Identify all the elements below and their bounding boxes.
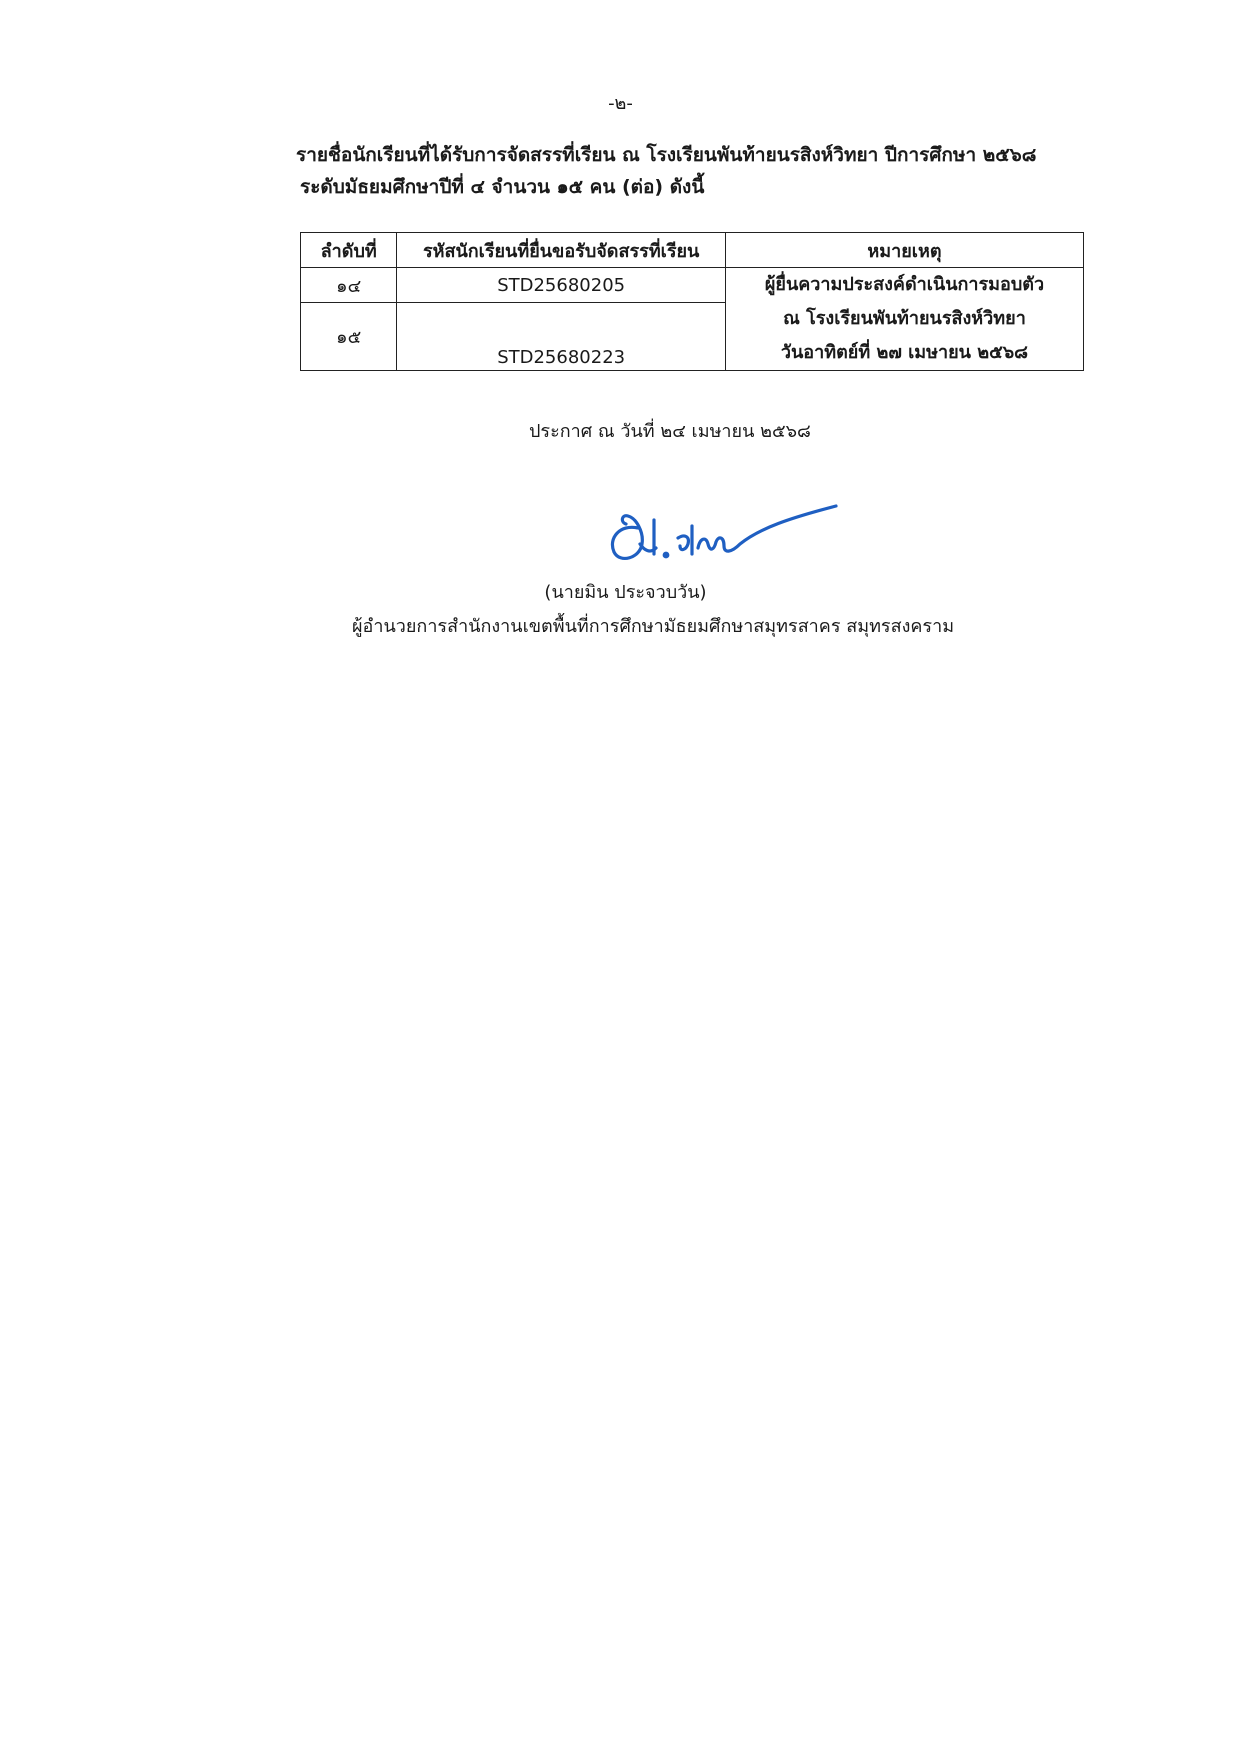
student-allocation-table xyxy=(300,232,1084,371)
row-student-id: STD25680223 xyxy=(397,303,726,371)
table-header-row xyxy=(301,233,1084,268)
header-remark: หมายเหตุ xyxy=(725,233,1083,268)
header-no: ลำดับที่ xyxy=(301,233,397,268)
announcement-date: ประกาศ ณ วันที่ ๒๔ เมษายน ๒๕๖๘ xyxy=(529,421,811,442)
signature-image xyxy=(600,498,840,568)
row-student-id: STD25680205 xyxy=(397,268,726,303)
remark-line-3: วันอาทิตย์ที่ ๒๗ เมษายน ๒๕๖๘ xyxy=(780,342,1029,363)
document-heading-line-2: ระดับมัธยมศึกษาปีที่ ๔ จำนวน ๑๕ คน (ต่อ) ดังนี้ xyxy=(300,176,705,198)
remark-line-1: ผู้ยื่นความประสงค์ดำเนินการมอบตัว xyxy=(764,274,1045,295)
header-student-id: รหัสนักเรียนที่ยื่นขอรับจัดสรรที่เรียน xyxy=(397,233,726,268)
signer-name: (นายมิน ประจวบวัน) xyxy=(544,582,707,603)
remark-cell xyxy=(725,268,1083,371)
page-number: -๒- xyxy=(608,93,633,114)
signer-title: ผู้อำนวยการสำนักงานเขตพื้นที่การศึกษามัธยมศึกษาสมุทรสาคร สมุทรสงคราม xyxy=(352,616,955,637)
row-no: ๑๕ xyxy=(301,303,397,371)
remark-line-2: ณ โรงเรียนพันท้ายนรสิงห์วิทยา xyxy=(783,308,1026,329)
table-row xyxy=(301,268,1084,303)
document-heading-line-1: รายชื่อนักเรียนที่ได้รับการจัดสรรที่เรียน ณ โรงเรียนพันท้ายนรสิงห์วิทยา ปีการศึกษา ๒๕๖๘ xyxy=(296,144,1037,166)
row-no: ๑๔ xyxy=(301,268,397,303)
